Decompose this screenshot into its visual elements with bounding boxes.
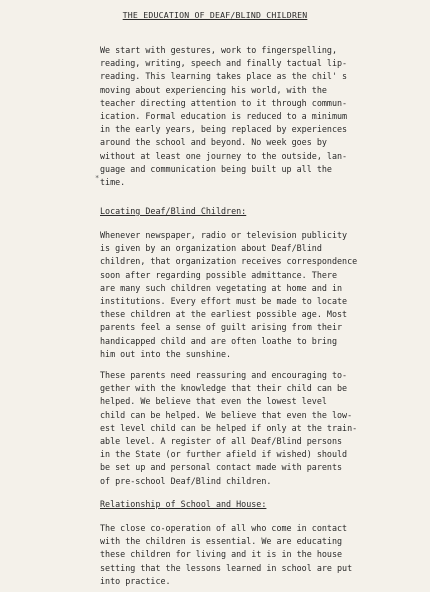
text-line: The close co-operation of all who come in contact bbox=[100, 523, 348, 533]
text-line: in the State (or further afield if wished) should bbox=[100, 449, 348, 460]
text-line: institutions. Every effort must be made to locate bbox=[100, 296, 348, 307]
paragraph-relationship bbox=[100, 522, 418, 588]
text-line: with the children is essential. We are educating bbox=[100, 536, 343, 547]
heading-locating: Locating Deaf/Blind Children: bbox=[100, 206, 247, 216]
text-line: reading, writing, speech and finally tactual lip- bbox=[100, 58, 348, 69]
text-line: time. bbox=[100, 177, 126, 188]
text-line: ication. Formal education is reduced to a minimum bbox=[100, 111, 348, 122]
text-line: guage and communication being built up all the bbox=[100, 163, 332, 174]
text-line: soon after regarding possible admittance. There bbox=[100, 269, 337, 280]
text-line: without at least one journey to the outside, lan- bbox=[100, 150, 348, 161]
text-line: around the school and beyond. No week goes by bbox=[100, 137, 327, 148]
text-line: him out into the sunshine. bbox=[100, 348, 232, 359]
text-line: are many such children vegetating at home and in bbox=[100, 282, 343, 293]
text-line: children, that organization receives correspondence bbox=[100, 256, 358, 267]
text-line: handicapped child and are often loathe to bring bbox=[100, 335, 337, 346]
text-line: into practice. bbox=[100, 575, 171, 586]
text-line: teacher directing attention to it through commun- bbox=[100, 97, 348, 108]
text-line: in the early years, being replaced by experiences bbox=[100, 124, 348, 135]
text-line: est level child can be helped if only at the train- bbox=[100, 422, 358, 433]
text-line: be set up and personal contact made with parents bbox=[100, 462, 343, 473]
paragraph-intro bbox=[100, 44, 418, 189]
heading-relationship: Relationship of School and House: bbox=[100, 499, 267, 509]
text-line: Whenever newspaper, radio or television publicity bbox=[100, 230, 348, 240]
text-line: parents feel a sense of guilt arising from their bbox=[100, 322, 343, 333]
text-line: able level. A register of all Deaf/Blind persons bbox=[100, 436, 343, 447]
text-line: setting that the lessons learned in school are put bbox=[100, 562, 353, 573]
text-line: child can be helped. We believe that even the low- bbox=[100, 409, 353, 420]
text-line: reading. This learning takes place as the chil' s bbox=[100, 71, 348, 82]
annotation-mark: * bbox=[95, 174, 100, 182]
text-line: helped. We believe that even the lowest level bbox=[100, 396, 327, 407]
text-line: We start with gestures, work to fingerspelling, bbox=[100, 45, 337, 55]
paragraph-parents bbox=[100, 369, 418, 488]
text-line: is given by an organization about Deaf/Blind bbox=[100, 243, 322, 254]
text-line: these children for living and it is in the house bbox=[100, 549, 343, 560]
text-line: These parents need reassuring and encouraging to- bbox=[100, 370, 348, 380]
text-line: these children at the earliest possible age. Most bbox=[100, 309, 348, 320]
page-title: THE EDUCATION OF DEAF/BLIND CHILDREN bbox=[122, 10, 308, 20]
text-line: of pre-school Deaf/Blind children. bbox=[100, 475, 272, 486]
paragraph-locating bbox=[100, 229, 418, 361]
text-line: gether with the knowledge that their child can be bbox=[100, 383, 348, 394]
text-line: moving about experiencing his world, with the bbox=[100, 84, 327, 95]
